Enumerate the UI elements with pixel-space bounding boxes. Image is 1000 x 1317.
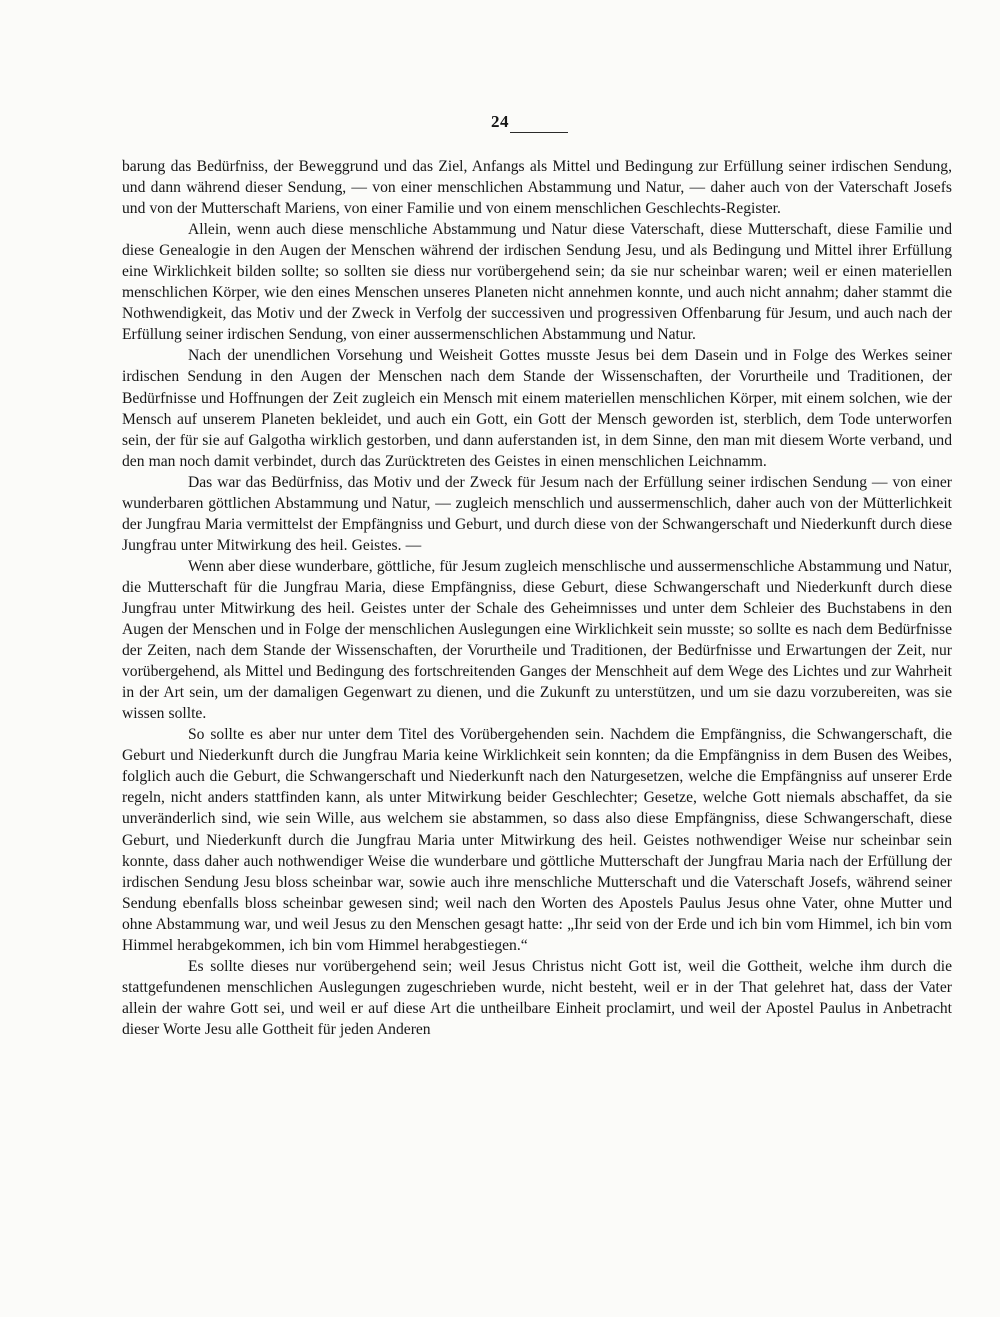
paragraph-6: So sollte es aber nur unter dem Titel des Vorübergehenden sein. Nachdem die Empfängniss, die Schwangerschaft, die Geburt und Niederkunft durch die Jungfrau Maria keine Wirklichkeit sein konnten; da die Empfängniss in dem Busen des Weibes, folglich auch die Geburt, die Schwangerschaft und Niederkunft nach den Naturgesetzen, welche die Empfängniss auf unserer Erde regeln, nicht anders stattfinden kann, als unter Mitwirkung beider Geschlechter; Gesetze, welche Gott niemals abschaffet, da sie unveränderlich sind, wie sein Wille, aus welchem sie abstammen, so dass also diese Empfängniss, diese Schwangerschaft, diese Geburt, und Niederkunft durch die Jungfrau Maria unter Mitwirkung des heil. Geistes nothwendiger Weise nur scheinbar sein konnte, dass daher auch nothwendiger Weise die wunderbare und göttliche Mutterschaft der Jungfrau Maria nach der Erfüllung der irdischen Sendung Jesu bloss scheinbar war, sowie auch ihre menschliche Mutterschaft und die Vaterschaft Josefs, während seiner Sendung ebenfalls bloss scheinbar gewesen sind; weil nach den Worten des Apostels Paulus Jesus ohne Vater, ohne Mutter und ohne Abstammung war, und weil Jesus zu den Menschen gesagt hatte: „Ihr seid von der Erde und ich bin vom Himmel, ich bin vom Himmel herabgekommen, ich bin vom Himmel herabgestiegen.“: [122, 726, 952, 954]
paragraph-1: barung das Bedürfniss, der Beweggrund und das Ziel, Anfangs als Mittel und Bedingung zur Erfüllung seiner irdischen Sendung, und dann während dieser Sendung, — von einer menschlichen Abstammung und Natur, — daher auch von der Vaterschaft Josefs und von der Mutterschaft Mariens, von einer Familie und von einem menschlichen Geschlechts-Register.: [122, 158, 952, 218]
paragraph-5: Wenn aber diese wunderbare, göttliche, für Jesum zugleich menschlische und aussermenschliche Abstammung und Natur, die Mutterschaft für die Jungfrau Maria, diese Empfängniss, diese Geburt, diese Schwangerschaft und Niederkunft durch diese Jungfrau unter Mitwirkung des heil. Geistes unter der Schale des Geheimnisses und unter dem Schleier des Buchstabens in den Augen der Menschen und in Folge der menschlichen Auslegungen eine Wirklichkeit sein musste; so sollte es nach dem Bedürfnisse der Zeiten, nach dem Stande der Wissenschaften, der Vorurtheile und Traditionen, der Bedürfnisse und Erwartungen der Zeit, nur vorübergehend, als Mittel und Bedingung des fortschreitenden Ganges der Menschheit auf dem Wege des Lichtes und zur Wahrheit in der Art sein, um der damaligen Gegenwart zu dienen, und die Zukunft zu unterstützen, und um sie dazu vorzubereiten, was sie wissen sollte.: [122, 557, 952, 723]
page-number-underline: [510, 132, 568, 133]
paragraph-3: Nach der unendlichen Vorsehung und Weisheit Gottes musste Jesus bei dem Dasein und in Folge des Werkes seiner irdischen Sendung in den Augen der Menschen nach dem Stande der Wissenschaften, der Vorurtheile und Traditionen, der Bedürfnisse und Hoffnungen der Zeit zugleich ein Mensch mit einem materiellen menschlichen Körper, mit einem solchen, wie der Mensch auf unserem Planeten bekleidet, und auch ein Gott, ein Gott der Mensch geworden ist, sterblich, dem Tode unterworfen sein, der für sie auf Galgotha wirklich gestorben, und dann auferstanden ist, in dem Sinne, den man mit diesem Worte verband, und den man noch damit verbindet, durch das Zurücktreten des Geistes in einen menschlichen Leichnamm.: [122, 347, 952, 470]
paragraph-7: Es sollte dieses nur vorübergehend sein; weil Jesus Christus nicht Gott ist, weil die Gottheit, welche ihm durch die stattgefundenen menschlichen Auslegungen zugeschrieben wurde, nicht besteht, weil er in der That gelehret hat, dass der Vater allein der wahre Gott sei, und weil er auf diese Art die untheilbare Einheit proclamirt, und weil der Apostel Paulus in Anbetracht dieser Worte Jesu alle Gottheit für jeden Anderen: [122, 957, 952, 1038]
page-number: 24: [491, 112, 509, 131]
paragraph-4: Das war das Bedürfniss, das Motiv und der Zweck für Jesum nach der Erfüllung seiner irdischen Sendung — von einer wunderbaren göttlichen Abstammung und Natur, — zugleich menschlich und aussermenschlich, daher auch von der Mütterlichkeit der Jungfrau Maria vermittelst der Empfängniss und Geburt, und durch diese von der Schwangerschaft und Niederkunft durch diese Jungfrau unter Mitwirkung des heil. Geistes. —: [122, 473, 952, 554]
paragraph-2: Allein, wenn auch diese menschliche Abstammung und Natur diese Vaterschaft, diese Mutterschaft, diese Familie und diese Genealogie in den Augen der Menschen während der irdischen Sendung Jesu, und als Bedingung und Mittel ihrer Erfüllung eine Wirklichkeit bilden sollte; so sollten sie diess nur vorübergehend sein; da sie nur scheinbar waren; weil er einen materiellen menschlichen Körper, wie den eines Menschen unseres Planeten nicht annehmen konnte, und auch nicht annahm; daher stammt die Nothwendigkeit, das Motiv und der Zweck in Verfolg der successiven und progressiven Offenbarung für Jesum, und auch nach der Erfüllung seiner irdischen Sendung, von einer aussermenschlichen Abstammung und Natur.: [122, 221, 952, 344]
body-text: [122, 156, 952, 1040]
